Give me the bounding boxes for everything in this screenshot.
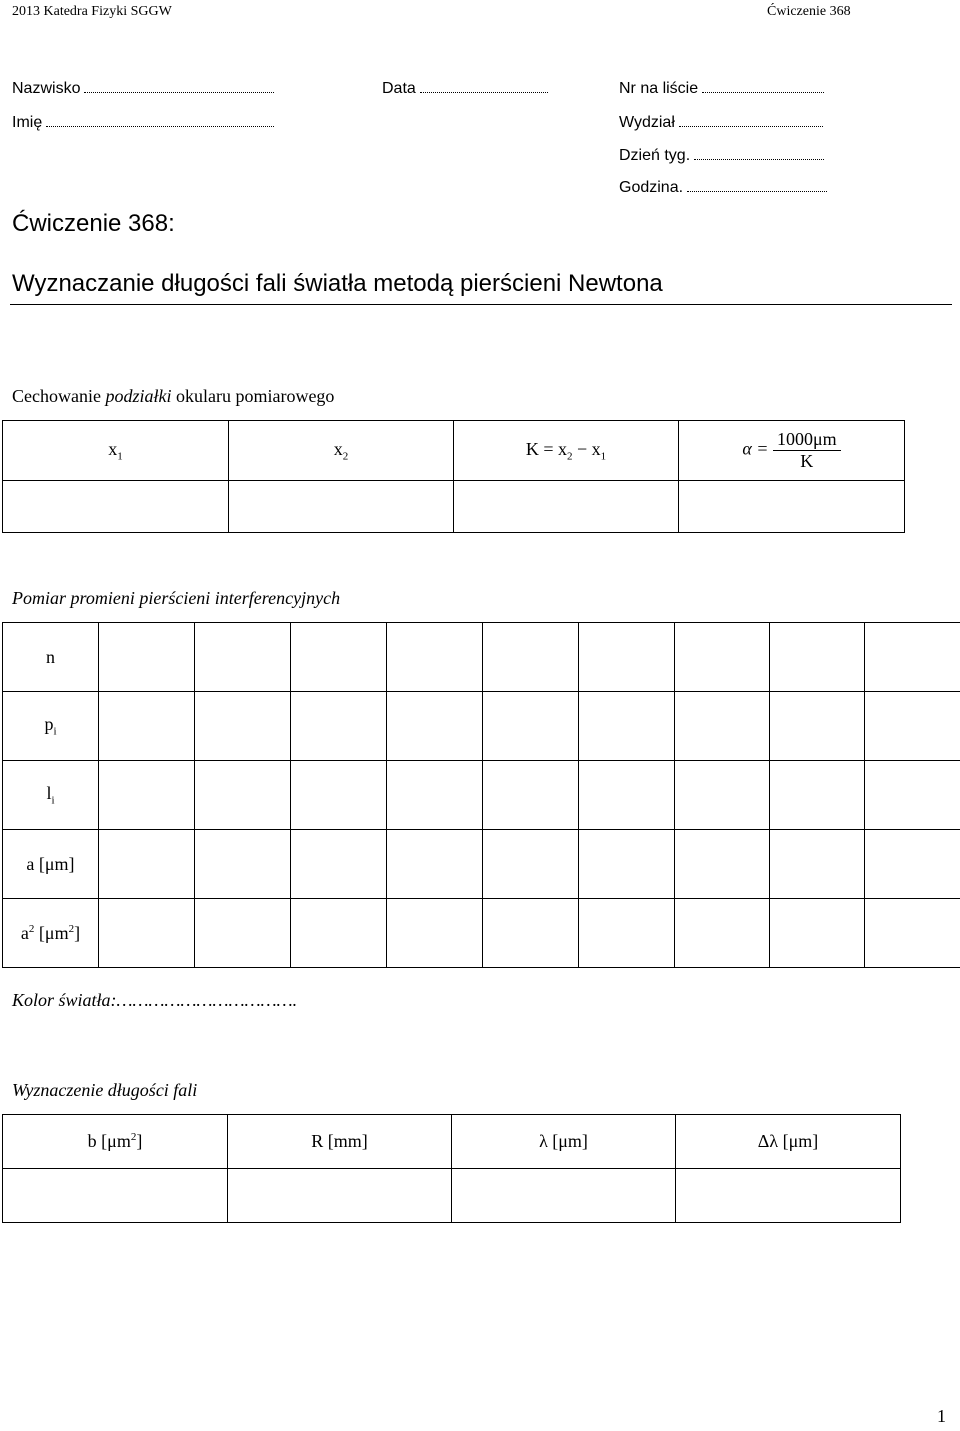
cell[interactable] [579, 899, 675, 968]
light-color-blank[interactable]: ……………………………. [116, 990, 298, 1010]
page-number: 1 [937, 1406, 946, 1426]
cell-b-value[interactable] [3, 1169, 228, 1223]
rings-table [2, 622, 960, 968]
cell[interactable] [483, 623, 579, 692]
cell[interactable] [387, 761, 483, 830]
row-l-label: $l_i$ [3, 761, 99, 830]
row-n-label: n [3, 623, 99, 692]
cell-lambda-value[interactable] [452, 1169, 676, 1223]
row-a2-label: $a^2$ $[\mu m^2]$ [3, 899, 99, 968]
hour-label: Godzina. [619, 179, 684, 196]
cell[interactable] [99, 899, 195, 968]
cell[interactable] [865, 761, 960, 830]
col-alpha-formula [679, 421, 905, 481]
faculty-field[interactable] [619, 114, 823, 132]
row-p-label: $p_i$ [3, 692, 99, 761]
cell[interactable] [770, 623, 865, 692]
cell[interactable] [291, 830, 387, 899]
cell[interactable] [865, 830, 960, 899]
date-field[interactable] [382, 80, 548, 98]
cell-k-value[interactable] [454, 481, 679, 533]
date-blank[interactable] [420, 82, 548, 93]
col-r: R [mm] [228, 1115, 452, 1169]
alpha-symbol: α = [742, 438, 769, 459]
cell-x1-value[interactable] [3, 481, 229, 533]
wavelength-heading: Wyznaczenie długości fali [12, 1080, 198, 1100]
col-delta-lambda: Δλ [μm] [676, 1115, 901, 1169]
cell[interactable] [675, 692, 770, 761]
calibration-heading-part2: okularu pomiarowego [171, 386, 335, 406]
surname-blank[interactable] [84, 82, 274, 93]
weekday-blank[interactable] [694, 149, 824, 160]
cell[interactable] [483, 830, 579, 899]
cell[interactable] [865, 692, 960, 761]
cell[interactable] [387, 692, 483, 761]
weekday-field[interactable] [619, 147, 824, 165]
row-n [3, 623, 960, 692]
cell[interactable] [483, 899, 579, 968]
col-b: b $[\mu m^2]$ [3, 1115, 228, 1169]
cell[interactable] [195, 761, 291, 830]
col-lambda: λ [μm] [452, 1115, 676, 1169]
first-name-label: Imię [12, 114, 43, 131]
calibration-heading-italic: podziałki [105, 386, 172, 406]
row-a-label: a [μm] [3, 830, 99, 899]
header-left: 2013 Katedra Fizyki SGGW [12, 4, 172, 19]
calibration-data-row [3, 481, 905, 533]
alpha-denominator: K [800, 451, 814, 471]
wavelength-header-row [3, 1115, 901, 1169]
cell[interactable] [99, 623, 195, 692]
hour-field[interactable] [619, 179, 827, 197]
alpha-fraction [773, 429, 841, 472]
cell-r-value[interactable] [228, 1169, 452, 1223]
exercise-title: Ćwiczenie 368: [12, 210, 175, 237]
cell[interactable] [483, 761, 579, 830]
cell[interactable] [195, 623, 291, 692]
alpha-numerator: 1000μm [773, 429, 841, 451]
wavelength-table [2, 1114, 901, 1223]
cell[interactable] [291, 623, 387, 692]
cell[interactable] [770, 899, 865, 968]
cell[interactable] [291, 692, 387, 761]
surname-label: Nazwisko [12, 80, 81, 97]
hour-blank[interactable] [687, 181, 827, 192]
first-name-blank[interactable] [46, 116, 274, 127]
exercise-subtitle: Wyznaczanie długości fali światła metodą pierścieni Newtona [12, 270, 663, 297]
cell[interactable] [99, 692, 195, 761]
light-color-field[interactable] [12, 990, 297, 1011]
cell[interactable] [770, 692, 865, 761]
cell[interactable] [387, 830, 483, 899]
header-right: Ćwiczenie 368 [767, 4, 851, 19]
wavelength-data-row [3, 1169, 901, 1223]
cell[interactable] [99, 830, 195, 899]
row-p [3, 692, 960, 761]
cell[interactable] [675, 623, 770, 692]
cell[interactable] [675, 761, 770, 830]
cell[interactable] [579, 761, 675, 830]
rings-heading: Pomiar promieni pierścieni interferencyjnych [12, 588, 341, 608]
calibration-table [2, 420, 905, 533]
col-x1: $x_1$ [3, 421, 229, 481]
surname-field[interactable] [12, 80, 274, 98]
cell[interactable] [675, 830, 770, 899]
cell[interactable] [579, 623, 675, 692]
faculty-label: Wydział [619, 114, 675, 131]
cell[interactable] [483, 692, 579, 761]
cell[interactable] [770, 761, 865, 830]
cell[interactable] [291, 899, 387, 968]
date-label: Data [382, 80, 416, 97]
calibration-heading [12, 386, 334, 407]
calibration-header-row [3, 421, 905, 481]
list-number-blank[interactable] [702, 82, 824, 93]
cell-delta-lambda-value[interactable] [676, 1169, 901, 1223]
cell[interactable] [195, 830, 291, 899]
cell[interactable] [865, 623, 960, 692]
weekday-label: Dzień tyg. [619, 147, 691, 164]
cell[interactable] [387, 899, 483, 968]
cell[interactable] [579, 692, 675, 761]
cell[interactable] [865, 899, 960, 968]
cell[interactable] [387, 623, 483, 692]
col-k-formula: $K = x_2 - x_1$ [454, 421, 679, 481]
row-a [3, 830, 960, 899]
cell-alpha-value[interactable] [679, 481, 905, 533]
cell[interactable] [579, 830, 675, 899]
col-x2: $x_2$ [229, 421, 454, 481]
title-divider [10, 304, 952, 305]
cell[interactable] [195, 899, 291, 968]
cell[interactable] [195, 692, 291, 761]
first-name-field[interactable] [12, 114, 274, 132]
cell-x2-value[interactable] [229, 481, 454, 533]
list-number-label: Nr na liście [619, 80, 699, 97]
cell[interactable] [675, 899, 770, 968]
row-l [3, 761, 960, 830]
list-number-field[interactable] [619, 80, 824, 98]
light-color-label: Kolor światła: [12, 990, 117, 1010]
cell[interactable] [291, 761, 387, 830]
faculty-blank[interactable] [679, 116, 823, 127]
row-a2 [3, 899, 960, 968]
cell[interactable] [770, 830, 865, 899]
calibration-heading-part1: Cechowanie [12, 386, 106, 406]
cell[interactable] [99, 761, 195, 830]
